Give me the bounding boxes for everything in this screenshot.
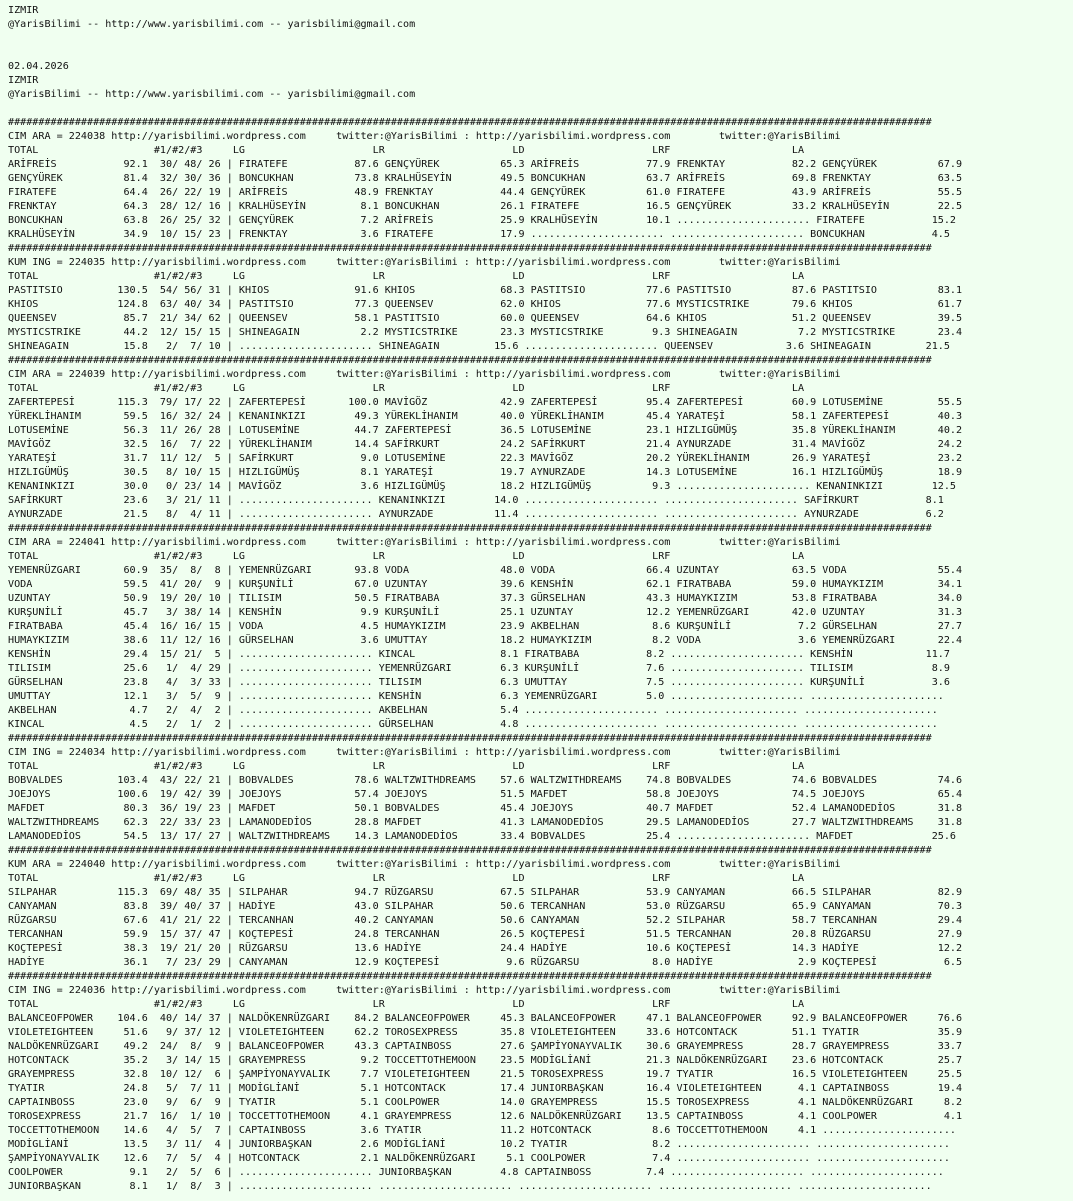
report-line: KUM ARA = 224040 http://yarisbilimi.wordpress.com twitter:@YarisBilimi : http://yarisbilimi.wordpress.com twitter:@YarisBilimi — [8, 859, 841, 870]
report-line: ######################################################################################################################################################## — [8, 117, 932, 128]
report-line: YARATEŞİ 31.7 11/ 12/ 5 | SAFİRKURT 9.0 LOTUSEMİNE 22.3 MAVİGÖZ 20.2 YÜREKLİHANIM 26.9 YARATEŞİ 23.2 — [8, 453, 963, 464]
report-line: JOEJOYS 100.6 19/ 42/ 39 | JOEJOYS 57.4 JOEJOYS 51.5 MAFDET 58.8 JOEJOYS 74.5 JOEJOYS 65.4 — [8, 789, 963, 800]
report-line: KINCAL 4.5 2/ 1/ 2 | ...................... GÜRSELHAN 4.8 ...................... ...................... ...................... — [8, 719, 938, 730]
report-line: HADİYE 36.1 7/ 23/ 29 | CANYAMAN 12.9 KOÇTEPESİ 9.6 RÜZGARSU 8.0 HADİYE 2.9 KOÇTEPESİ 6.5 — [8, 957, 963, 968]
report-line: BONCUKHAN 63.8 26/ 25/ 32 | GENÇYÜREK 7.2 ARİFREİS 25.9 KRALHÜSEYİN 10.1 ...................... FIRATEFE 15.2 — [8, 215, 957, 226]
report-line: FIRATBABA 45.4 16/ 16/ 15 | VODA 4.5 HUMAYKIZIM 23.9 AKBELHAN 8.6 KURŞUNİLİ 7.2 GÜRSELHAN 27.7 — [8, 621, 963, 632]
report-line: ######################################################################################################################################################## — [8, 971, 932, 982]
report-line: ######################################################################################################################################################## — [8, 845, 932, 856]
report-line: ARİFREİS 92.1 30/ 48/ 26 | FIRATEFE 87.6 GENÇYÜREK 65.3 ARİFREİS 77.9 FRENKTAY 82.2 GENÇYÜREK 67.9 — [8, 159, 963, 170]
report-line: KHIOS 124.8 63/ 40/ 34 | PASTITSIO 77.3 QUEENSEV 62.0 KHIOS 77.6 MYSTICSTRIKE 79.6 KHIOS 61.7 — [8, 299, 963, 310]
report-line: IZMIR — [8, 75, 39, 86]
report-line: 02.04.2026 — [8, 61, 69, 72]
report-line — [8, 46, 1073, 60]
report-line: QUEENSEV 85.7 21/ 34/ 62 | QUEENSEV 58.1 PASTITSIO 60.0 QUEENSEV 64.6 KHIOS 51.2 QUEENSEV 39.5 — [8, 313, 963, 324]
report-line: HUMAYKIZIM 38.6 11/ 12/ 16 | GÜRSELHAN 3.6 UMUTTAY 18.2 HUMAYKIZIM 8.2 VODA 3.6 YEMENRÜZGARI 22.4 — [8, 635, 963, 646]
report-line: AYNURZADE 21.5 8/ 4/ 11 | ...................... AYNURZADE 11.4 ...................... ...................... AYNURZADE 6.2 — [8, 509, 944, 520]
report-line: CAPTAINBOSS 23.0 9/ 6/ 9 | TYATIR 5.1 COOLPOWER 14.0 GRAYEMPRESS 15.5 TOROSEXPRESS 4.1 NALDÖKENRÜZGARI 8.2 — [8, 1097, 963, 1108]
report-line: AKBELHAN 4.7 2/ 4/ 2 | ...................... AKBELHAN 5.4 ...................... ...................... ...................... — [8, 705, 938, 716]
report-line: CIM ARA = 224039 http://yarisbilimi.wordpress.com twitter:@YarisBilimi : http://yarisbilimi.wordpress.com twitter:@YarisBilimi — [8, 369, 841, 380]
report-line: TOTAL #1/#2/#3 LG LR LD LRF LA — [8, 761, 805, 772]
report-line: KUM ING = 224035 http://yarisbilimi.wordpress.com twitter:@YarisBilimi : http://yarisbilimi.wordpress.com twitter:@YarisBilimi — [8, 257, 841, 268]
report-line: @YarisBilimi -- http://www.yarisbilimi.com -- yarisbilimi@gmail.com — [8, 19, 416, 30]
report-line: TYATIR 24.8 5/ 7/ 11 | MODİGLİANİ 5.1 HOTCONTACK 17.4 JUNIORBAŞKAN 16.4 VIOLETEIGHTEEN 4.1 CAPTAINBOSS 19.4 — [8, 1083, 963, 1094]
report-line: RÜZGARSU 67.6 41/ 21/ 22 | TERCANHAN 40.2 CANYAMAN 50.6 CANYAMAN 52.2 SILPAHAR 58.7 TERCANHAN 29.4 — [8, 915, 963, 926]
report-line: UZUNTAY 50.9 19/ 20/ 10 | TILISIM 50.5 FIRATBABA 37.3 GÜRSELHAN 43.3 HUMAYKIZIM 53.8 FIRATBABA 34.0 — [8, 593, 963, 604]
report-line: SILPAHAR 115.3 69/ 48/ 35 | SILPAHAR 94.7 RÜZGARSU 67.5 SILPAHAR 53.9 CANYAMAN 66.5 SILPAHAR 82.9 — [8, 887, 963, 898]
report-line: ZAFERTEPESİ 115.3 79/ 17/ 22 | ZAFERTEPESİ 100.0 MAVİGÖZ 42.9 ZAFERTEPESİ 95.4 ZAFERTEPESİ 60.9 LOTUSEMİNE 55.5 — [8, 397, 963, 408]
report-line — [8, 102, 1073, 116]
report-line: TOTAL #1/#2/#3 LG LR LD LRF LA — [8, 383, 805, 394]
report-line: TOCCETTOTHEMOON 14.6 4/ 5/ 7 | CAPTAINBOSS 3.6 TYATIR 11.2 HOTCONTACK 8.6 TOCCETTOTHEMOON 4.1 ...................... — [8, 1125, 957, 1136]
report-line: GRAYEMPRESS 32.8 10/ 12/ 6 | ŞAMPİYONAYVALIK 7.7 VIOLETEIGHTEEN 21.5 TOROSEXPRESS 19.7 TYATIR 16.5 VIOLETEIGHTEEN 25.5 — [8, 1069, 963, 1080]
report-line: KRALHÜSEYİN 34.9 10/ 15/ 23 | FRENKTAY 3.6 FIRATEFE 17.9 ...................... ...................... BONCUKHAN 4.5 — [8, 229, 950, 240]
report-line: FIRATEFE 64.4 26/ 22/ 19 | ARİFREİS 48.9 FRENKTAY 44.4 GENÇYÜREK 61.0 FIRATEFE 43.9 ARİFREİS 55.5 — [8, 187, 963, 198]
report-line: LAMANODEDİOS 54.5 13/ 17/ 27 | WALTZWITHDREAMS 14.3 LAMANODEDİOS 33.4 BOBVALDES 25.4 ...................... MAFDET 25.6 — [8, 831, 957, 842]
report-line: TERCANHAN 59.9 15/ 37/ 47 | KOÇTEPESİ 24.8 TERCANHAN 26.5 KOÇTEPESİ 51.5 TERCANHAN 20.8 RÜZGARSU 27.9 — [8, 929, 963, 940]
report-line: YEMENRÜZGARI 60.9 35/ 8/ 8 | YEMENRÜZGARI 93.8 VODA 48.0 VODA 66.4 UZUNTAY 63.5 VODA 55.4 — [8, 565, 963, 576]
report-line: KENANINKIZI 30.0 0/ 23/ 14 | MAVİGÖZ 3.6 HIZLIGÜMÜŞ 18.2 HIZLIGÜMÜŞ 9.3 ...................... KENANINKIZI 12.5 — [8, 481, 957, 492]
report-line: HIZLIGÜMÜŞ 30.5 8/ 10/ 15 | HIZLIGÜMÜŞ 8.1 YARATEŞİ 19.7 AYNURZADE 14.3 LOTUSEMİNE 16.1 HIZLIGÜMÜŞ 18.9 — [8, 467, 963, 478]
report-line: NALDÖKENRÜZGARI 49.2 24/ 8/ 9 | BALANCEOFPOWER 43.3 CAPTAINBOSS 27.6 ŞAMPİYONAYVALIK 30.6 GRAYEMPRESS 28.7 GRAYEMPRESS 33.7 — [8, 1041, 963, 1052]
report-line — [8, 32, 1073, 46]
report-line: KENSHİN 29.4 15/ 21/ 5 | ...................... KINCAL 8.1 FIRATBABA 8.2 ...................... KENSHİN 11.7 — [8, 649, 950, 660]
report-line: ######################################################################################################################################################## — [8, 733, 932, 744]
report-line: BALANCEOFPOWER 104.6 40/ 14/ 37 | NALDÖKENRÜZGARI 84.2 BALANCEOFPOWER 45.3 BALANCEOFPOWER 47.1 BALANCEOFPOWER 92.9 BALANCEOFPOWER 76.6 — [8, 1013, 963, 1024]
report-line: TOTAL #1/#2/#3 LG LR LD LRF LA — [8, 271, 805, 282]
report-line: SAFİRKURT 23.6 3/ 21/ 11 | ...................... KENANINKIZI 14.0 ...................... ...................... SAFİRKURT 8.1 — [8, 495, 944, 506]
report-line: PASTITSIO 130.5 54/ 56/ 31 | KHIOS 91.6 KHIOS 68.3 PASTITSIO 77.6 PASTITSIO 87.6 PASTITSIO 83.1 — [8, 285, 963, 296]
report-line: IZMIR — [8, 5, 39, 16]
report-line: TOTAL #1/#2/#3 LG LR LD LRF LA — [8, 145, 805, 156]
report-line: CANYAMAN 83.8 39/ 40/ 37 | HADİYE 43.0 SILPAHAR 50.6 TERCANHAN 53.0 RÜZGARSU 65.9 CANYAMAN 70.3 — [8, 901, 963, 912]
report-line: GÜRSELHAN 23.8 4/ 3/ 33 | ...................... TILISIM 6.3 UMUTTAY 7.5 ...................... KURŞUNİLİ 3.6 — [8, 677, 950, 688]
report-line: VIOLETEIGHTEEN 51.6 9/ 37/ 12 | VIOLETEIGHTEEN 62.2 TOROSEXPRESS 35.8 VIOLETEIGHTEEN 33.6 HOTCONTACK 51.1 TYATIR 35.9 — [8, 1027, 963, 1038]
report-line: WALTZWITHDREAMS 62.3 22/ 33/ 23 | LAMANODEDİOS 28.8 MAFDET 41.3 LAMANODEDİOS 29.5 LAMANODEDİOS 27.7 WALTZWITHDREAMS 31.8 — [8, 817, 963, 828]
report-line: MAFDET 80.3 36/ 19/ 23 | MAFDET 50.1 BOBVALDES 45.4 JOEJOYS 40.7 MAFDET 52.4 LAMANODEDİOS 31.8 — [8, 803, 963, 814]
report-line: UMUTTAY 12.1 3/ 5/ 9 | ...................... KENSHİN 6.3 YEMENRÜZGARI 5.0 ...................... ...................... — [8, 691, 944, 702]
report-line: LOTUSEMİNE 56.3 11/ 26/ 28 | LOTUSEMİNE 44.7 ZAFERTEPESİ 36.5 LOTUSEMİNE 23.1 HIZLIGÜMÜŞ 35.8 YÜREKLİHANIM 40.2 — [8, 425, 963, 436]
report-line: CIM ARA = 224041 http://yarisbilimi.wordpress.com twitter:@YarisBilimi : http://yarisbilimi.wordpress.com twitter:@YarisBilimi — [8, 537, 841, 548]
report-line: GENÇYÜREK 81.4 32/ 30/ 36 | BONCUKHAN 73.8 KRALHÜSEYİN 49.5 BONCUKHAN 63.7 ARİFREİS 69.8 FRENKTAY 63.5 — [8, 173, 963, 184]
report-line: MYSTICSTRIKE 44.2 12/ 15/ 15 | SHINEAGAIN 2.2 MYSTICSTRIKE 23.3 MYSTICSTRIKE 9.3 SHINEAGAIN 7.2 MYSTICSTRIKE 23.4 — [8, 327, 963, 338]
report-line: ######################################################################################################################################################## — [8, 243, 932, 254]
report-line: KOÇTEPESİ 38.3 19/ 21/ 20 | RÜZGARSU 13.6 HADİYE 24.4 HADİYE 10.6 KOÇTEPESİ 14.3 HADİYE 12.2 — [8, 943, 963, 954]
report-line: FRENKTAY 64.3 28/ 12/ 16 | KRALHÜSEYİN 8.1 BONCUKHAN 26.1 FIRATEFE 16.5 GENÇYÜREK 33.2 KRALHÜSEYİN 22.5 — [8, 201, 963, 212]
report-line: ######################################################################################################################################################## — [8, 523, 932, 534]
report-line: TILISIM 25.6 1/ 4/ 29 | ...................... YEMENRÜZGARI 6.3 KURŞUNİLİ 7.6 ...................... TILISIM 8.9 — [8, 663, 950, 674]
report-line: MODİGLİANİ 13.5 3/ 11/ 4 | JUNIORBAŞKAN 2.6 MODİGLİANİ 10.2 TYATIR 8.2 ...................... ...................... — [8, 1139, 950, 1150]
report-line: TOTAL #1/#2/#3 LG LR LD LRF LA — [8, 551, 805, 562]
report-line: COOLPOWER 9.1 2/ 5/ 6 | ...................... JUNIORBAŞKAN 4.8 CAPTAINBOSS 7.4 ...................... ...................... — [8, 1167, 944, 1178]
report-line: BOBVALDES 103.4 43/ 22/ 21 | BOBVALDES 78.6 WALTZWITHDREAMS 57.6 WALTZWITHDREAMS 74.8 BOBVALDES 74.6 BOBVALDES 74.6 — [8, 775, 963, 786]
report-line: YÜREKLİHANIM 59.5 16/ 32/ 24 | KENANINKIZI 49.3 YÜREKLİHANIM 40.0 YÜREKLİHANIM 45.4 YARATEŞİ 58.1 ZAFERTEPESİ 40.3 — [8, 411, 963, 422]
report-line: CIM ING = 224034 http://yarisbilimi.wordpress.com twitter:@YarisBilimi : http://yarisbilimi.wordpress.com twitter:@YarisBilimi — [8, 747, 841, 758]
report-line: ######################################################################################################################################################## — [8, 355, 932, 366]
report-line: ŞAMPİYONAYVALIK 12.6 7/ 5/ 4 | HOTCONTACK 2.1 NALDÖKENRÜZGARI 5.1 COOLPOWER 7.4 ...................... ...................... — [8, 1153, 950, 1164]
report-line: CIM ARA = 224038 http://yarisbilimi.wordpress.com twitter:@YarisBilimi : http://yarisbilimi.wordpress.com twitter:@YarisBilimi — [8, 131, 841, 142]
report-line: VODA 59.5 41/ 20/ 9 | KURŞUNİLİ 67.0 UZUNTAY 39.6 KENSHİN 62.1 FIRATBABA 59.0 HUMAYKIZIM 34.1 — [8, 579, 963, 590]
report-line: MAVİGÖZ 32.5 16/ 7/ 22 | YÜREKLİHANIM 14.4 SAFİRKURT 24.2 SAFİRKURT 21.4 AYNURZADE 31.4 MAVİGÖZ 24.2 — [8, 439, 963, 450]
report-line: CIM ING = 224036 http://yarisbilimi.wordpress.com twitter:@YarisBilimi : http://yarisbilimi.wordpress.com twitter:@YarisBilimi — [8, 985, 841, 996]
report-line: TOROSEXPRESS 21.7 16/ 1/ 10 | TOCCETTOTHEMOON 4.1 GRAYEMPRESS 12.6 NALDÖKENRÜZGARI 13.5 CAPTAINBOSS 4.1 COOLPOWER 4.1 — [8, 1111, 963, 1122]
report-line: TOTAL #1/#2/#3 LG LR LD LRF LA — [8, 873, 805, 884]
report-line: TOTAL #1/#2/#3 LG LR LD LRF LA — [8, 999, 805, 1010]
report-line: SHINEAGAIN 15.8 2/ 7/ 10 | ...................... SHINEAGAIN 15.6 ...................... QUEENSEV 3.6 SHINEAGAIN 21.5 — [8, 341, 950, 352]
report-line: @YarisBilimi -- http://www.yarisbilimi.com -- yarisbilimi@gmail.com — [8, 89, 416, 100]
report-line: KURŞUNİLİ 45.7 3/ 38/ 14 | KENSHİN 9.9 KURŞUNİLİ 25.1 UZUNTAY 12.2 YEMENRÜZGARI 42.0 UZUNTAY 31.3 — [8, 607, 963, 618]
report-line: JUNIORBAŞKAN 8.1 1/ 8/ 3 | ...................... ...................... ...................... ...................... ...................... — [8, 1181, 932, 1192]
report-line: HOTCONTACK 35.2 3/ 14/ 15 | GRAYEMPRESS 9.2 TOCCETTOTHEMOON 23.5 MODİGLİANİ 21.3 NALDÖKENRÜZGARI 23.6 HOTCONTACK 25.7 — [8, 1055, 963, 1066]
